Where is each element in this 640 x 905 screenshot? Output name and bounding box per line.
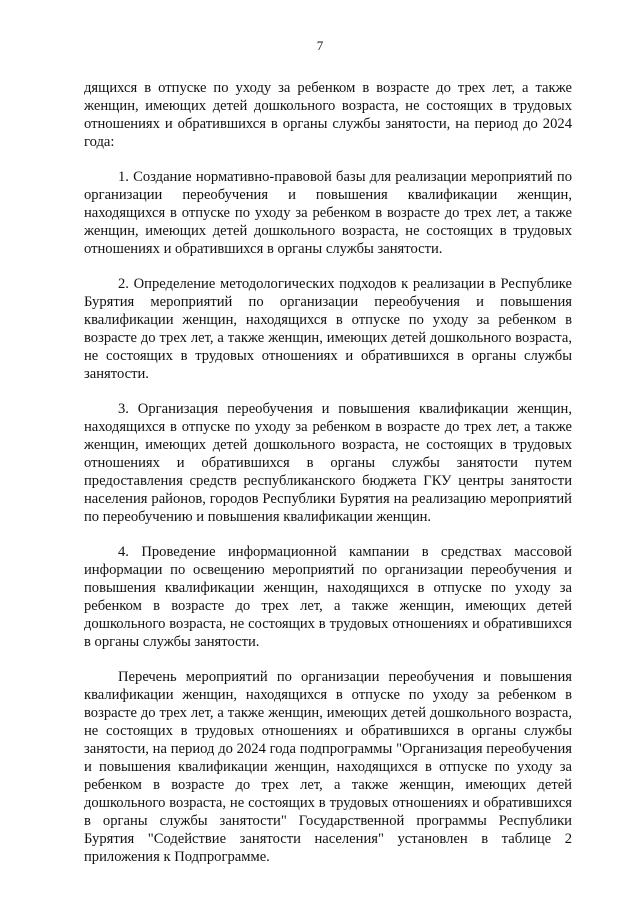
paragraph-continuation: дящихся в отпуске по уходу за ребенком в возрасте до трех лет, а также женщин, имеющих детей дошкольного возраста, не состоящих в трудовых отношениях и обратившихся в органы службы занятости, на период до 2024 года:	[84, 80, 572, 150]
document-body	[84, 79, 572, 883]
paragraph-item-2: 2. Определение методологических подходов к реализации в Республике Бурятия мероприятий по организации переобучения и повышения квалификации женщин, находящихся в отпуске по уходу за ребенком в возрасте до трех лет, а также женщин, имеющих детей дошкольного возраста, не состоящих в трудовых отношениях и обратившихся в органы службы занятости.	[84, 276, 572, 382]
paragraph-item-1: 1. Создание нормативно-правовой базы для реализации мероприятий по организации переобучения и повышения квалификации женщин, находящихся в отпуске по уходу за ребенком в возрасте до трех лет, а также женщин, имеющих детей дошкольного возраста, не состоящих в трудовых отношениях и обратившихся в органы службы занятости.	[84, 169, 572, 257]
page-number: 7	[316, 38, 324, 53]
paragraph-item-3: 3. Организация переобучения и повышения квалификации женщин, находящихся в отпуске по уходу за ребенком в возрасте до трех лет, а также женщин, имеющих детей дошкольного возраста, не состоящих в трудовых отношениях и обратившихся в органы службы занятости путем предоставления средств республиканского бюджета ГКУ центры занятости населения районов, городов Республики Бурятия на реализацию мероприятий по переобучению и повышения квалификации женщин.	[84, 401, 572, 525]
paragraph-item-4: 4. Проведение информационной кампании в средствах массовой информации по освещению мероприятий по организации переобучения и повышения квалификации женщин, находящихся в отпуске по уходу за ребенком в возрасте до трех лет, а также женщин, имеющих детей дошкольного возраста, не состоящих в трудовых отношениях и обратившихся в органы службы занятости.	[84, 544, 572, 650]
paragraph-summary: Перечень мероприятий по организации переобучения и повышения квалификации женщин, находящихся в отпуске по уходу за ребенком в возрасте до трех лет, а также женщин, имеющих детей дошкольного возраста, не состоящих в трудовых отношениях и обратившихся в органы службы занятости, на период до 2024 года подпрограммы "Организация переобучения и повышения квалификации женщин, находящихся в отпуске по уходу за ребенком в возрасте до трех лет, а также женщин, имеющих детей дошкольного возраста, не состоящих в трудовых отношениях и обратившихся в органы службы занятости" Государственной программы Республики Бурятия "Содействие занятости населения" установлен в таблице 2 приложения к Подпрограмме.	[84, 669, 572, 865]
